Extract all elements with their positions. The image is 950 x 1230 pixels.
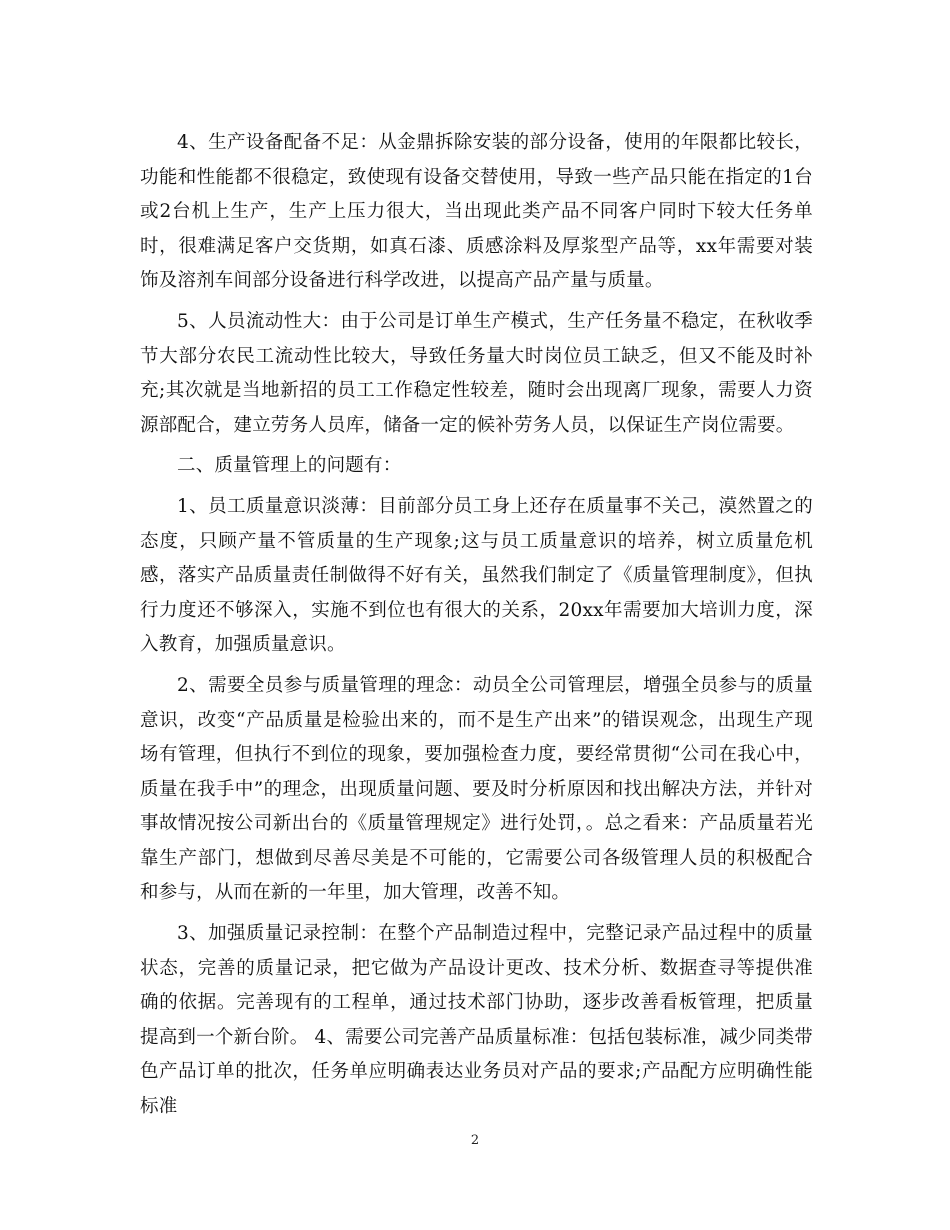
paragraph-staff-turnover: 5、人员流动性大：由于公司是订单生产模式，生产任务量不稳定，在秋收季节大部分农民工流动性比较大，导致任务量大时岗位员工缺乏，但又不能及时补充;其次就是当地新招的员工工作稳定性较差，随时会出现离厂现象，需要人力资源部配合，建立劳务人员库，储备一定的候补劳务人员，以保证生产岗位需要。 (140, 310, 813, 436)
paragraph-equipment-shortage: 4、生产设备配备不足：从金鼎拆除安装的部分设备，使用的年限都比较长，功能和性能都不很稳定，致使现有设备交替使用，导致一些产品只能在指定的1台或2台机上生产，生产上压力很大，当出现此类产品不同客户同时下较大任务单时，很难满足客户交货期，如真石漆、质感涂料及厚浆型产品等，xx年需要对装饰及溶剂车间部分设备进行科学改进，以提高产品产量与质量。 (140, 132, 813, 292)
paragraph-full-participation: 2、需要全员参与质量管理的理念：动员全公司管理层，增强全员参与的质量意识，改变“产品质量是检验出来的，而不是生产出来”的错误观念，出现生产现场有管理，但执行不到位的现象，要加强检查力度，要经常贯彻“公司在我心中，质量在我手中”的理念，出现质量问题、要及时分析原因和找出解决方法，并针对事故情况按公司新出台的《质量管理规定》进行处罚，。总之看来：产品质量若光靠生产部门，想做到尽善尽美是不可能的，它需要公司各级管理人员的积极配合和参与，从而在新的一年里，加大管理，改善不知。 (140, 674, 813, 904)
paragraph-quality-records: 3、加强质量记录控制：在整个产品制造过程中，完整记录产品过程中的质量状态，完善的质量记录，把它做为产品设计更改、技术分析、数据查寻等提供准确的依据。完善现有的工程单，通过技术部门协助，逐步改善看板管理，把质量提高到一个新台阶。 4、需要公司完善产品质量标准：包括包装标准，减少同类带色产品订单的批次，任务单应明确表达业务员对产品的要求;产品配方应明确性能标准 (140, 923, 813, 1118)
page-number: 2 (470, 1133, 480, 1148)
paragraph-quality-awareness: 1、员工质量意识淡薄：目前部分员工身上还存在质量事不关己，漠然置之的态度，只顾产量不管质量的生产现象;这与员工质量意识的培养，树立质量危机感，落实产品质量责任制做得不好有关，虽然我们制定了《质量管理制度》，但执行力度还不够深入，实施不到位也有很大的关系，20xx年需要加大培训力度，深入教育，加强质量意识。 (140, 495, 813, 656)
document-body (140, 126, 813, 1131)
section-heading-quality-issues: 二、质量管理上的问题有： (177, 455, 402, 477)
